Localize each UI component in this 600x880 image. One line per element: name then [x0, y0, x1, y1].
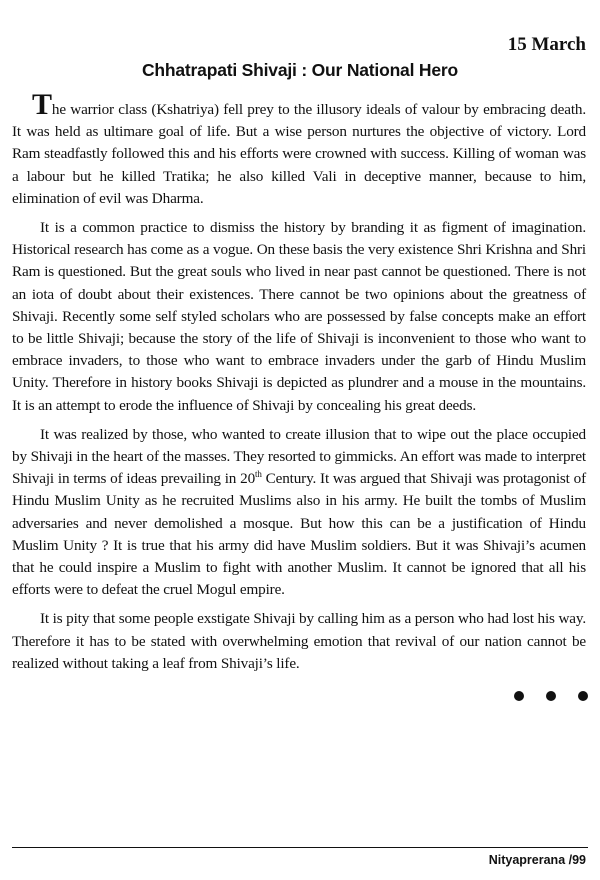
page-date: 15 March: [507, 34, 586, 55]
dot-icon: [578, 691, 588, 701]
superscript-th: th: [255, 469, 262, 480]
paragraph-3-text-a: It was realized by those, who wanted to create illusion that to wipe out the place occupied by Shivaji in the heart of the masses. They resorted to gimmicks. An effort was made to interpret Shivaji in terms of ideas prevailing in 20: [12, 425, 586, 488]
paragraph-3-text-b: Century. It was argued that Shivaji was protagonist of Hindu Muslim Unity as he recruited Muslims also in his army. He built the tombs of Muslim adversaries and never demolished a mosque. But how this can be a justification of Hindu Muslim Unity ? It is true that his army did have Muslim soldiers. But it was Shivaji’s acumen that he could inspire a Muslim to fight with another Muslim. It cannot be ignored that all his efforts were to defeat the cruel Mogul empire.: [12, 470, 586, 599]
footer-rule: [12, 847, 588, 848]
paragraph-1: [12, 88, 586, 210]
drop-cap: T: [32, 88, 52, 121]
paragraph-1-text: he warrior class (Kshatriya) fell prey to the illusory ideals of valour by embracing death. It was held as ultimare goal of life. But a wise person nurtures the objective of victory. Lord Ram steadfastly followed this and his efforts were crowned with success. Killing of woman was a labour but he killed Tratika; he also killed Vali in deceptive manner, because to him, elimination of evil was Dharma.: [12, 101, 586, 207]
paragraph-2: It is a common practice to dismiss the history by branding it as figment of imagination. Historical research has come as a vogue. On these basis the very existence Shri Krishna and Shri Ram is questioned. But the great souls who lived in near past cannot be questioned. There is not an iota of doubt about their existences. There cannot be two opinions about the greatness of Shivaji. Recently some self styled scholars who are possessed by false concepts make an effort to be little Shivaji; because the story of the life of Shivaji is inconvenient to those who want to embrace invaders, to those who want to embrace invaders under the garb of Hindu Muslim Unity. Therefore in history books Shivaji is depicted as plundrer and a mouse in the mountains. It is an attempt to erode the influence of Shivaji by concealing his great deeds.: [12, 219, 586, 414]
dot-icon: [546, 691, 556, 701]
paragraph-3: [12, 424, 586, 602]
end-marker-dots: [514, 691, 588, 701]
article-title: Chhatrapati Shivaji : Our National Hero: [141, 60, 458, 80]
paragraph-4: It is pity that some people exstigate Shivaji by calling him as a person who had lost his way. Therefore it has to be stated with overwhelming emotion that revival of our nation cannot be realized without taking a leaf from Shivaji’s life.: [12, 610, 586, 672]
article-body: [12, 88, 586, 682]
page-footer: Nityaprerana /99: [488, 853, 586, 867]
dot-icon: [514, 691, 524, 701]
